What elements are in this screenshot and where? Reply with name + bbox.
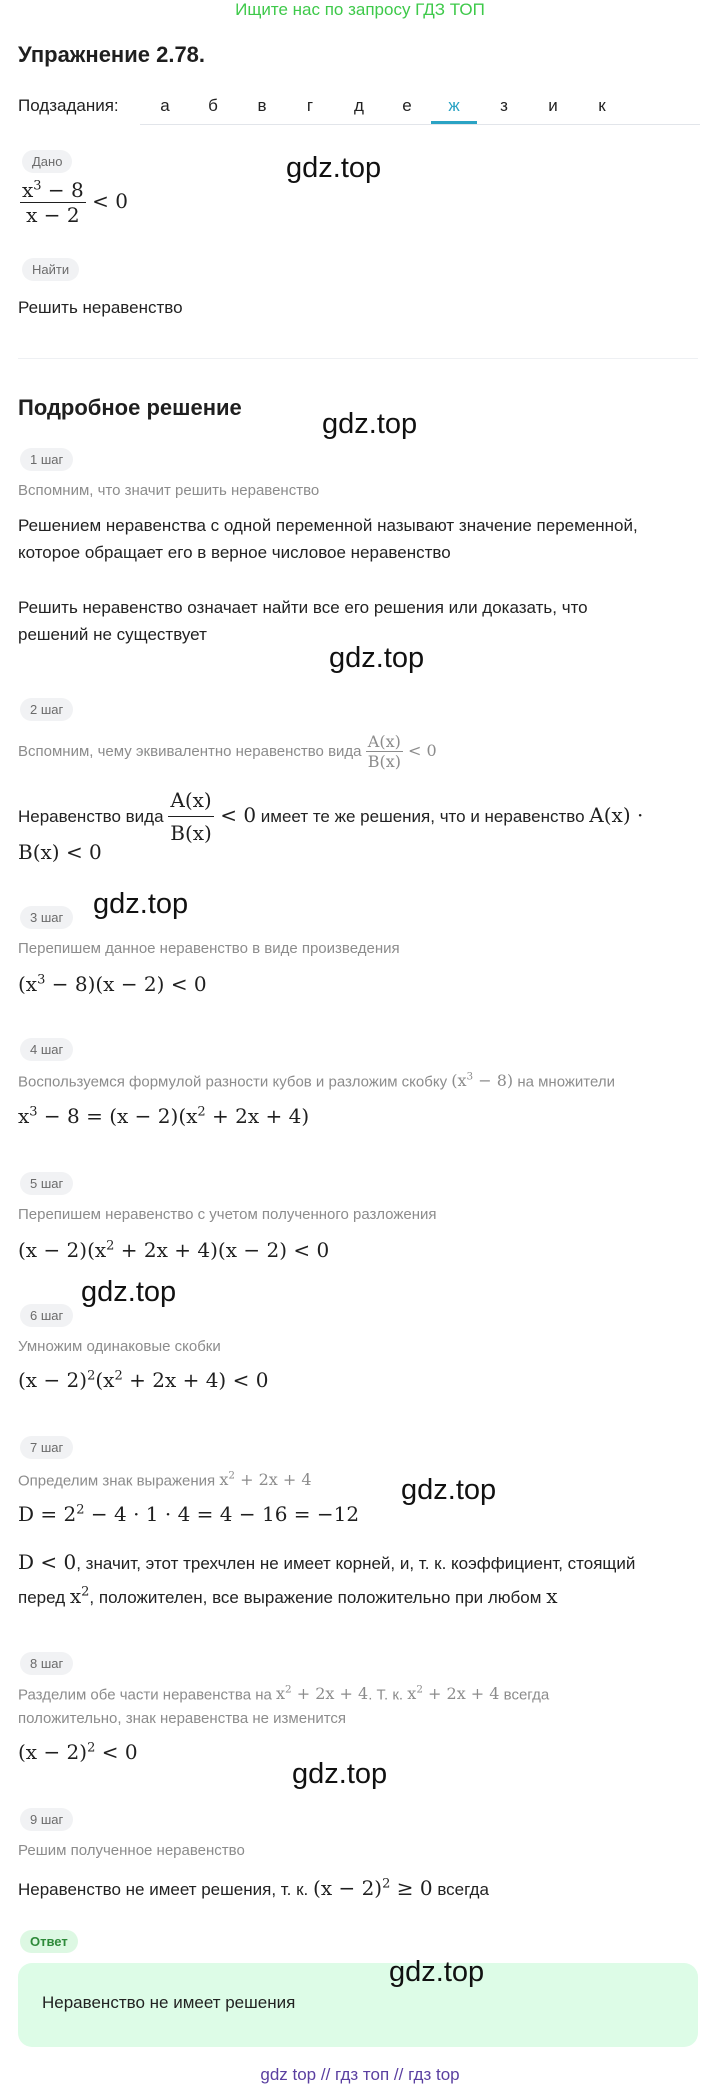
step-badge: 7 шаг bbox=[20, 1436, 73, 1459]
step-formula: A(x) · bbox=[589, 803, 644, 827]
tab-g[interactable]: г bbox=[306, 96, 314, 115]
step-text: Решением неравенства с одной переменной называют значение переменной, которое обращает его в верное числовое неравенство bbox=[18, 516, 638, 563]
tab-i[interactable]: и bbox=[548, 96, 558, 115]
watermark: gdz.top bbox=[286, 152, 382, 184]
step-badge: 1 шаг bbox=[20, 448, 73, 471]
footer-link[interactable]: gdz top bbox=[260, 2065, 317, 2084]
step-text-b: перед bbox=[18, 1588, 66, 1607]
step-formula: D < 0 bbox=[18, 1550, 77, 1574]
step-text-a: Неравенство не имеет решения, т. к. bbox=[18, 1880, 309, 1899]
step-hint-formula: $x^2 + 2x + 4$ bbox=[219, 1470, 312, 1490]
step-badge: 8 шаг bbox=[20, 1652, 73, 1675]
footer-link[interactable]: гдз топ bbox=[335, 2065, 390, 2084]
step-badge: 5 шаг bbox=[20, 1172, 73, 1195]
step-text-a: , значит, этот трехчлен не имеет корней, и, т. к. коэффициент, стоящий bbox=[76, 1554, 636, 1573]
step-formula: x bbox=[546, 1584, 558, 1608]
page-title: Упражнение 2.78. bbox=[18, 42, 206, 67]
step-text-a: Неравенство вида bbox=[18, 807, 164, 826]
step-formula: $\frac{A(x)}{B(x)}$ < 0 bbox=[168, 803, 256, 827]
step-formula: $x^3 - 8 = (x - 2)(x^2 + 2x + 4)$ bbox=[18, 1104, 310, 1128]
watermark: gdz.top bbox=[93, 888, 189, 920]
step-hint-text: . Т. к. bbox=[368, 1686, 404, 1704]
watermark: gdz.top bbox=[329, 642, 425, 674]
tab-zh[interactable]: ж bbox=[448, 96, 460, 115]
tab-a[interactable]: а bbox=[160, 96, 170, 115]
tab-e[interactable]: е bbox=[402, 96, 412, 115]
step-text bbox=[18, 784, 643, 849]
watermark: gdz.top bbox=[389, 1956, 485, 1988]
find-text: Решить неравенство bbox=[18, 298, 183, 317]
step-hint-text: Определим знак выражения bbox=[18, 1472, 216, 1490]
step-hint bbox=[18, 1684, 549, 1703]
watermark: gdz.top bbox=[322, 408, 418, 440]
tab-z[interactable]: з bbox=[500, 96, 508, 115]
step-text-c: , положителен, все выражение положительно при любом bbox=[89, 1588, 542, 1607]
footer-link[interactable]: гдз top bbox=[408, 2065, 460, 2084]
step-formula: $x^2$ bbox=[69, 1584, 90, 1608]
footer-separator: // bbox=[393, 2065, 404, 2084]
watermark: gdz.top bbox=[401, 1474, 497, 1506]
step-text: Решить неравенство означает найти все его решения или доказать, что решений не существует bbox=[18, 598, 588, 645]
step-hint-formula: $\frac{A(x)}{B(x)}$ < 0 bbox=[367, 732, 437, 771]
watermark: gdz.top bbox=[292, 1758, 388, 1790]
step-text bbox=[18, 1872, 489, 1904]
step-badge: 2 шаг bbox=[20, 698, 73, 721]
active-tab-indicator bbox=[431, 121, 477, 124]
step-text-b: всегда bbox=[437, 1880, 489, 1899]
find-badge: Найти bbox=[22, 258, 79, 281]
divider bbox=[18, 358, 698, 359]
step-formula: $(x - 2)^2(x^2 + 2x + 4) < 0$ bbox=[18, 1368, 269, 1392]
step-hint: Решим полученное неравенство bbox=[18, 1842, 245, 1859]
step-hint-formula: $x^2 + 2x + 4$ bbox=[276, 1684, 369, 1704]
step-formula: $(x - 2)^2 < 0$ bbox=[18, 1740, 138, 1764]
step-formula: $D = 2^2 - 4 \cdot 1 \cdot 4 = 4 - 16 = -12$ bbox=[18, 1502, 360, 1526]
subtasks-label: Подзадания: bbox=[18, 96, 119, 115]
step-text bbox=[18, 1580, 557, 1612]
given-badge: Дано bbox=[22, 150, 72, 173]
step-hint bbox=[18, 1470, 312, 1489]
step-hint: Умножим одинаковые скобки bbox=[18, 1338, 221, 1355]
step-badge: 9 шаг bbox=[20, 1808, 73, 1831]
step-hint-text: всегда bbox=[503, 1686, 550, 1704]
tab-b[interactable]: б bbox=[208, 96, 218, 115]
step-hint-formula: $x^2 + 2x + 4$ bbox=[407, 1684, 500, 1704]
step-hint: Вспомним, что значит решить неравенство bbox=[18, 482, 320, 499]
step-badge: 4 шаг bbox=[20, 1038, 73, 1061]
step-hint-text: Воспользуемся формулой разности кубов и разложим скобку bbox=[18, 1073, 448, 1091]
step-hint-formula: $(x^3 - 8)$ bbox=[451, 1071, 514, 1091]
footer-separator: // bbox=[320, 2065, 331, 2084]
step-formula: $(x^3 - 8)(x - 2) < 0$ bbox=[18, 972, 207, 996]
step-text-b: имеет те же решения, что и неравенство bbox=[260, 807, 585, 826]
step-hint bbox=[18, 732, 437, 771]
step-formula: B(x) < 0 bbox=[18, 840, 102, 864]
answer-badge: Ответ bbox=[20, 1930, 78, 1953]
step-badge: 6 шаг bbox=[20, 1304, 73, 1327]
step-hint bbox=[18, 1071, 615, 1090]
tab-k[interactable]: к bbox=[598, 96, 606, 115]
step-hint: положительно, знак неравенства не изменится bbox=[18, 1710, 347, 1727]
watermark: gdz.top bbox=[81, 1276, 177, 1308]
answer-box bbox=[18, 1963, 698, 2047]
step-badge: 3 шаг bbox=[20, 906, 73, 929]
subtask-tabs bbox=[140, 90, 700, 125]
given-inequality: $\frac{x^3 - 8}{x - 2}$ < 0 bbox=[22, 178, 128, 227]
answer-text: Неравенство не имеет решения bbox=[42, 1993, 296, 2012]
step-formula: $(x - 2)^2 \ge 0$ bbox=[313, 1876, 433, 1900]
tab-v[interactable]: в bbox=[257, 96, 267, 115]
step-formula: $(x - 2)(x^2 + 2x + 4)(x - 2) < 0$ bbox=[18, 1238, 330, 1262]
solution-title: Подробное решение bbox=[18, 395, 242, 420]
top-search-link[interactable]: Ищите нас по запросу ГДЗ ТОП bbox=[235, 0, 485, 19]
step-hint-text: Разделим обе части неравенства на bbox=[18, 1686, 272, 1704]
step-hint-text: Вспомним, чему эквивалентно неравенство вида bbox=[18, 743, 362, 760]
step-hint: Перепишем неравенство с учетом полученного разложения bbox=[18, 1206, 437, 1223]
step-text bbox=[18, 1546, 635, 1578]
step-hint-text: на множители bbox=[517, 1073, 615, 1091]
step-hint: Перепишем данное неравенство в виде произведения bbox=[18, 940, 400, 957]
tab-d[interactable]: д bbox=[354, 96, 364, 115]
footer-links bbox=[0, 2065, 720, 2085]
